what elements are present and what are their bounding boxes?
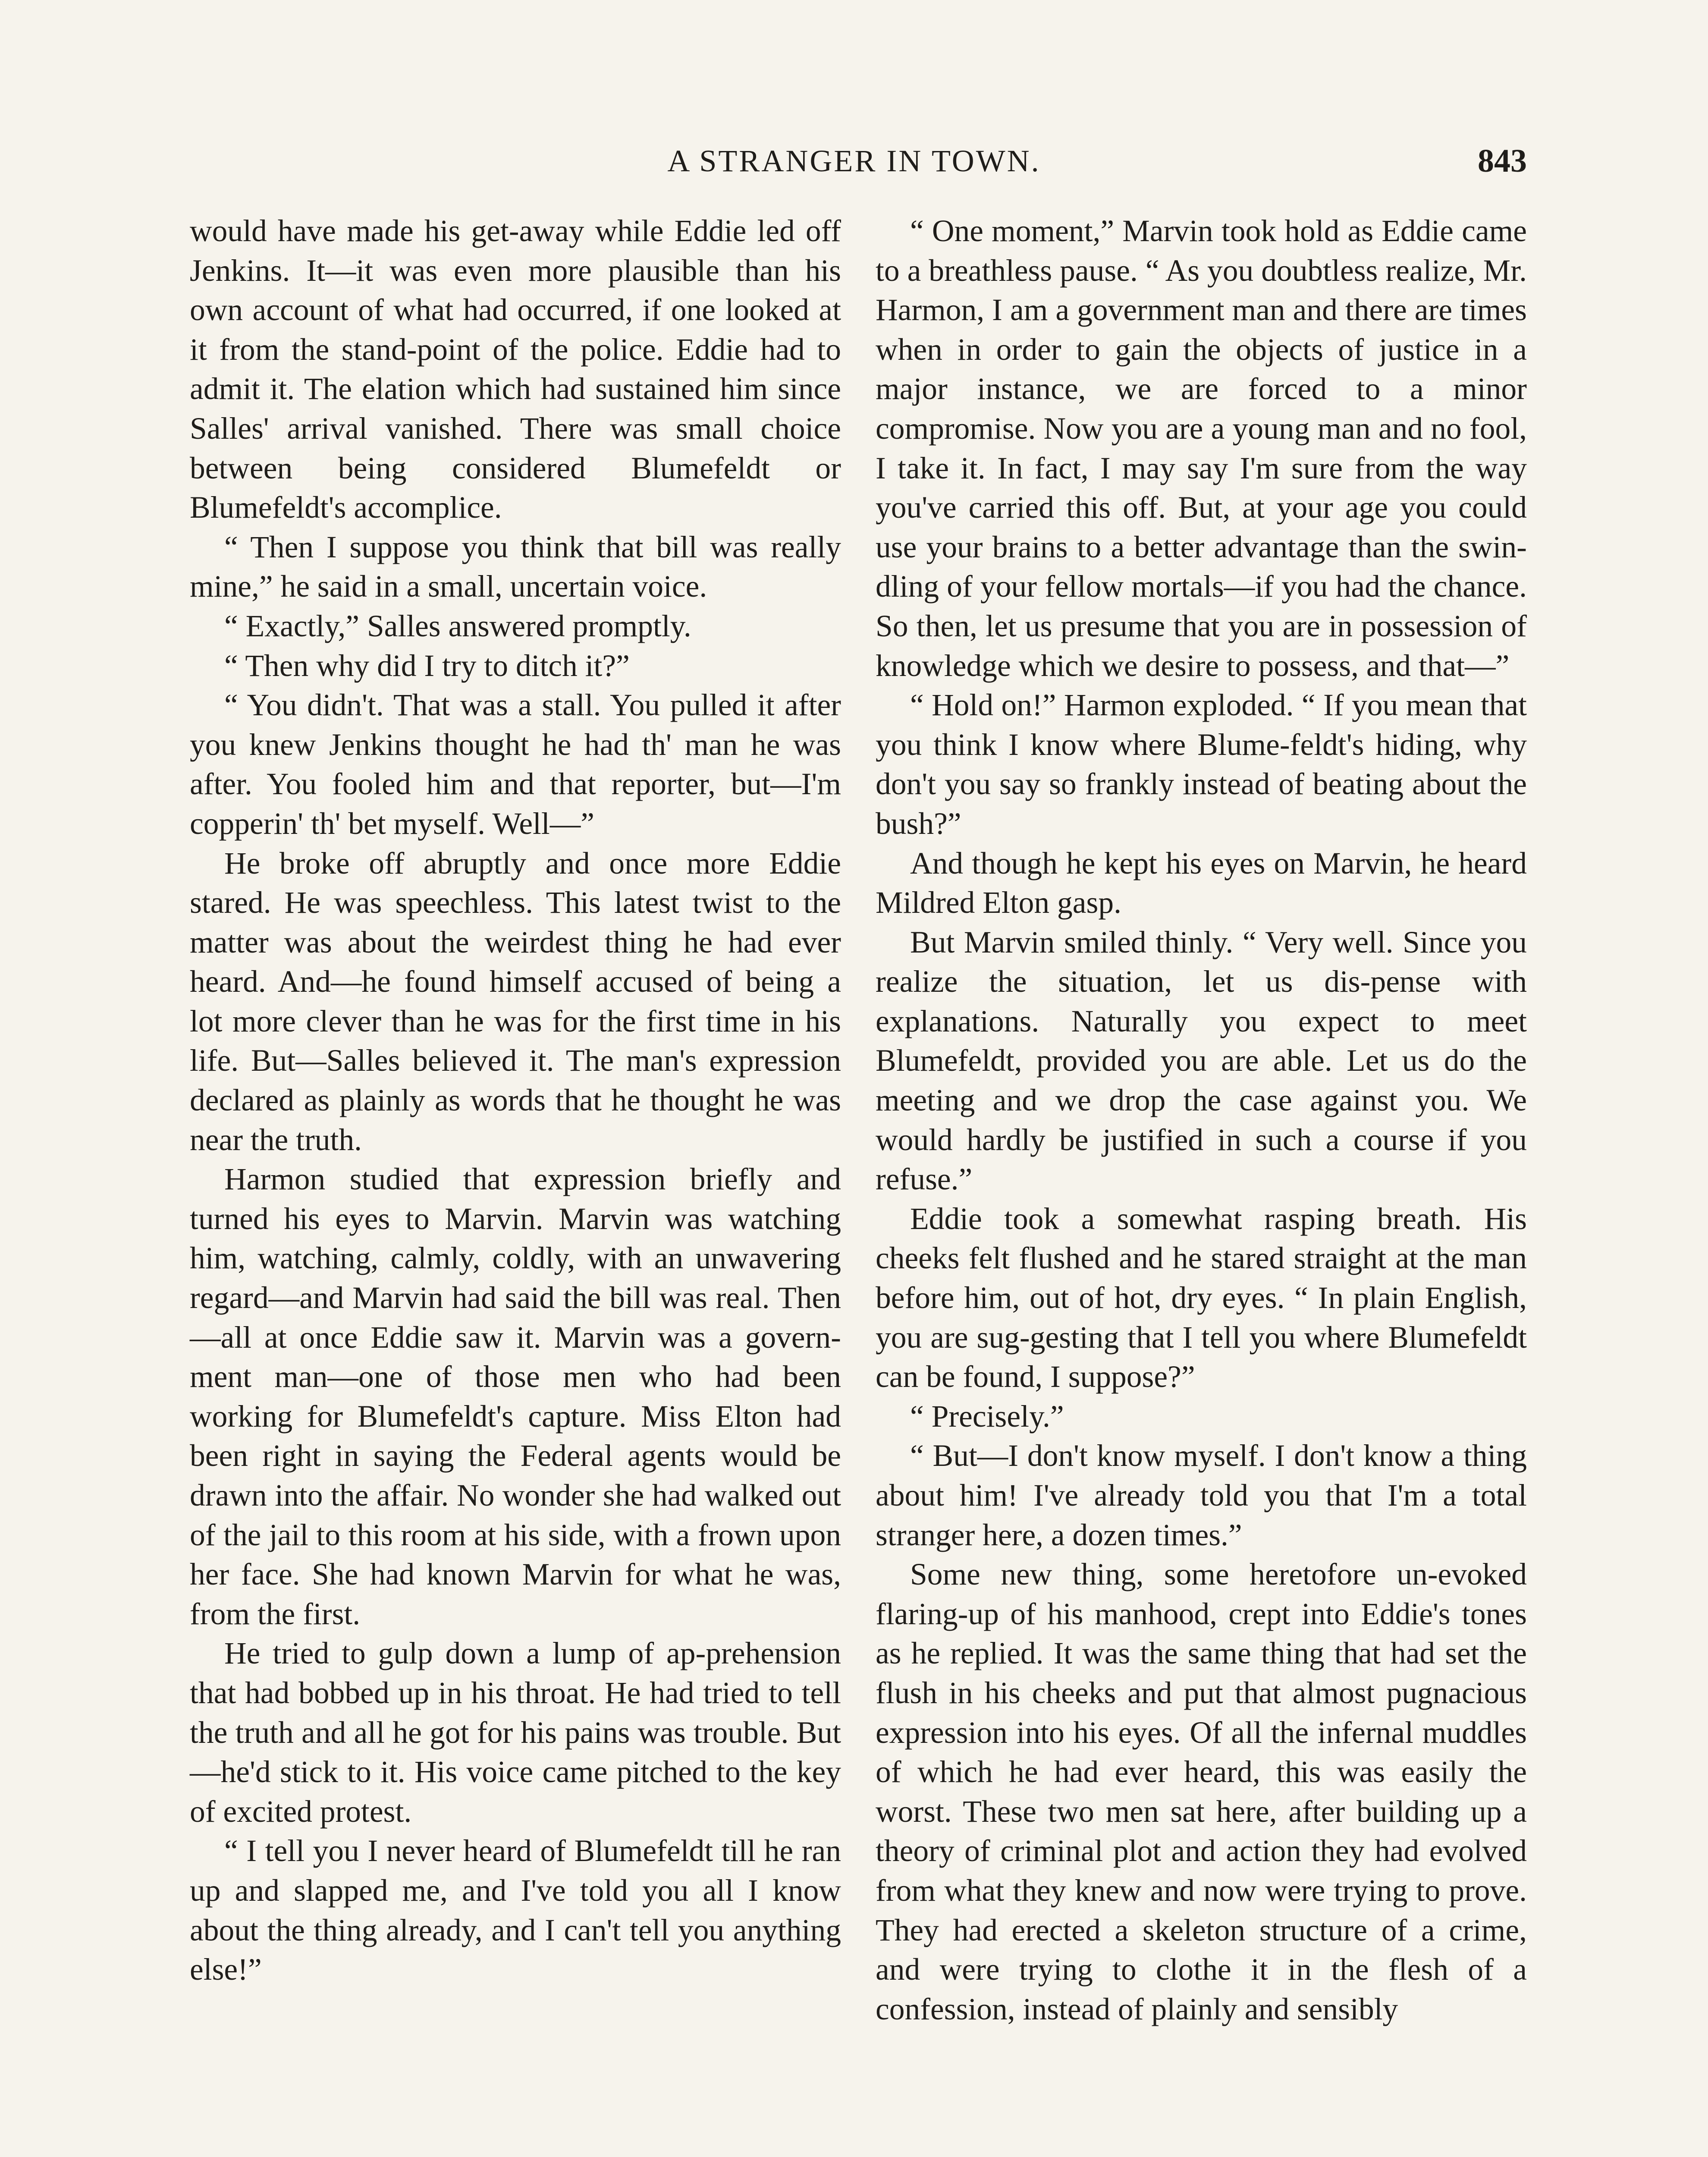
paragraph: “ One moment,” Marvin took hold as Eddie came to a breathless pause. “ As you doubtless realize, Mr. Harmon, I am a government man and there are times when in order to gain the objects of justice in a major instance, we are forced to a minor compromise. Now you are a young man and no fool, I take it. In fact, I may say I'm sure from the way you've carried this off. But, at your age you could use your brains to a better advantage than the swin-dling of your fellow mortals—if you had the chance. So then, let us presume that you are in possession of knowledge which we desire to possess, and that—” (876, 214, 1527, 683)
paragraph: Harmon studied that expression briefly and turned his eyes to Marvin. Marvin was watching him, watching, calmly, coldly, with an unwavering regard—and Marvin had said the bill was real. Then—all at once Eddie saw it. Marvin was a govern-ment man—one of those men who had been working for Blumefeldt's capture. Miss Elton had been right in saying the Federal agents would be drawn into the affair. No wonder she had walked out of the jail to this room at his side, with a frown upon her face. She had known Marvin for what he was, from the first. (190, 1162, 841, 1631)
paragraph: would have made his get-away while Eddie led off Jenkins. It—it was even more plausible than his own account of what had occurred, if one looked at it from the stand-point of the police. Eddie had to admit it. The elation which had sustained him since Salles' arrival vanished. There was small choice between being considered Blumefeldt or Blumefeldt's accomplice. (190, 214, 841, 525)
paragraph: “ I tell you I never heard of Blumefeldt till he ran up and slapped me, and I've told you all I know about the thing already, and I can't tell you anything else!” (190, 1834, 841, 1987)
paragraph: “ Precisely.” (910, 1399, 1064, 1434)
running-title: A STRANGER IN TOWN. (667, 144, 1041, 178)
paragraph: He tried to gulp down a lump of ap-prehension that had bobbed up in his throat. He had tried to tell the truth and all he got for his pains was trouble. But—he'd stick to it. His voice came pitched to the key of excited protest. (190, 1636, 841, 1829)
paragraph: “ You didn't. That was a stall. You pulled it after you knew Jenkins thought he had th' man he was after. You fooled him and that reporter, but—I'm copperin' th' bet myself. Well—” (190, 688, 841, 841)
paragraph: Eddie took a somewhat rasping breath. His cheeks felt flushed and he stared straight at the man before him, out of hot, dry eyes. “ In plain English, you are sug-gesting that I tell you where Blumefeldt can be found, I suppose?” (876, 1201, 1527, 1394)
page-number: 843 (1478, 143, 1527, 179)
paragraph: “ Then why did I try to ditch it?” (224, 648, 630, 683)
paragraph: Some new thing, some heretofore un-evoked flaring-up of his manhood, crept into Eddie's tones as he replied. It was the same thing that had set the flush in his cheeks and put that almost pugnacious expression into his eyes. Of all the infernal muddles of which he had ever heard, this was easily the worst. These two men sat here, after building up a theory of criminal plot and action they had evolved from what they knew and now were trying to prove. They had erected a skeleton structure of a crime, and were trying to clothe it in the flesh of a confession, instead of plainly and sensibly (876, 1557, 1527, 2026)
paragraph: “ Then I suppose you think that bill was really mine,” he said in a small, uncertain voice. (190, 530, 841, 604)
paragraph: And though he kept his eyes on Marvin, he heard Mildred Elton gasp. (876, 846, 1527, 920)
paragraph: He broke off abruptly and once more Eddie stared. He was speechless. This latest twist to the matter was about the weirdest thing he had ever heard. And—he found himself accused of being a lot more clever than he was for the first time in his life. But—Salles believed it. The man's expression declared as plainly as words that he thought he was near the truth. (190, 846, 841, 1157)
text-column-right (876, 211, 1527, 2029)
page-header (181, 137, 1527, 185)
paragraph: “ But—I don't know myself. I don't know a thing about him! I've already told you that I'm a total stranger here, a dozen times.” (876, 1439, 1527, 1552)
paragraph: But Marvin smiled thinly. “ Very well. Since you realize the situation, let us dis-pense with explanations. Naturally you expect to meet Blumefeldt, provided you are able. Let us do the meeting and we drop the case against you. We would hardly be justified in such a course if you refuse.” (876, 925, 1527, 1197)
paragraph: “ Hold on!” Harmon exploded. “ If you mean that you think I know where Blume-feldt's hiding, why don't you say so frankly instead of beating about the bush?” (876, 688, 1527, 841)
paragraph: “ Exactly,” Salles answered promptly. (224, 609, 691, 643)
text-column-left (190, 211, 841, 1990)
